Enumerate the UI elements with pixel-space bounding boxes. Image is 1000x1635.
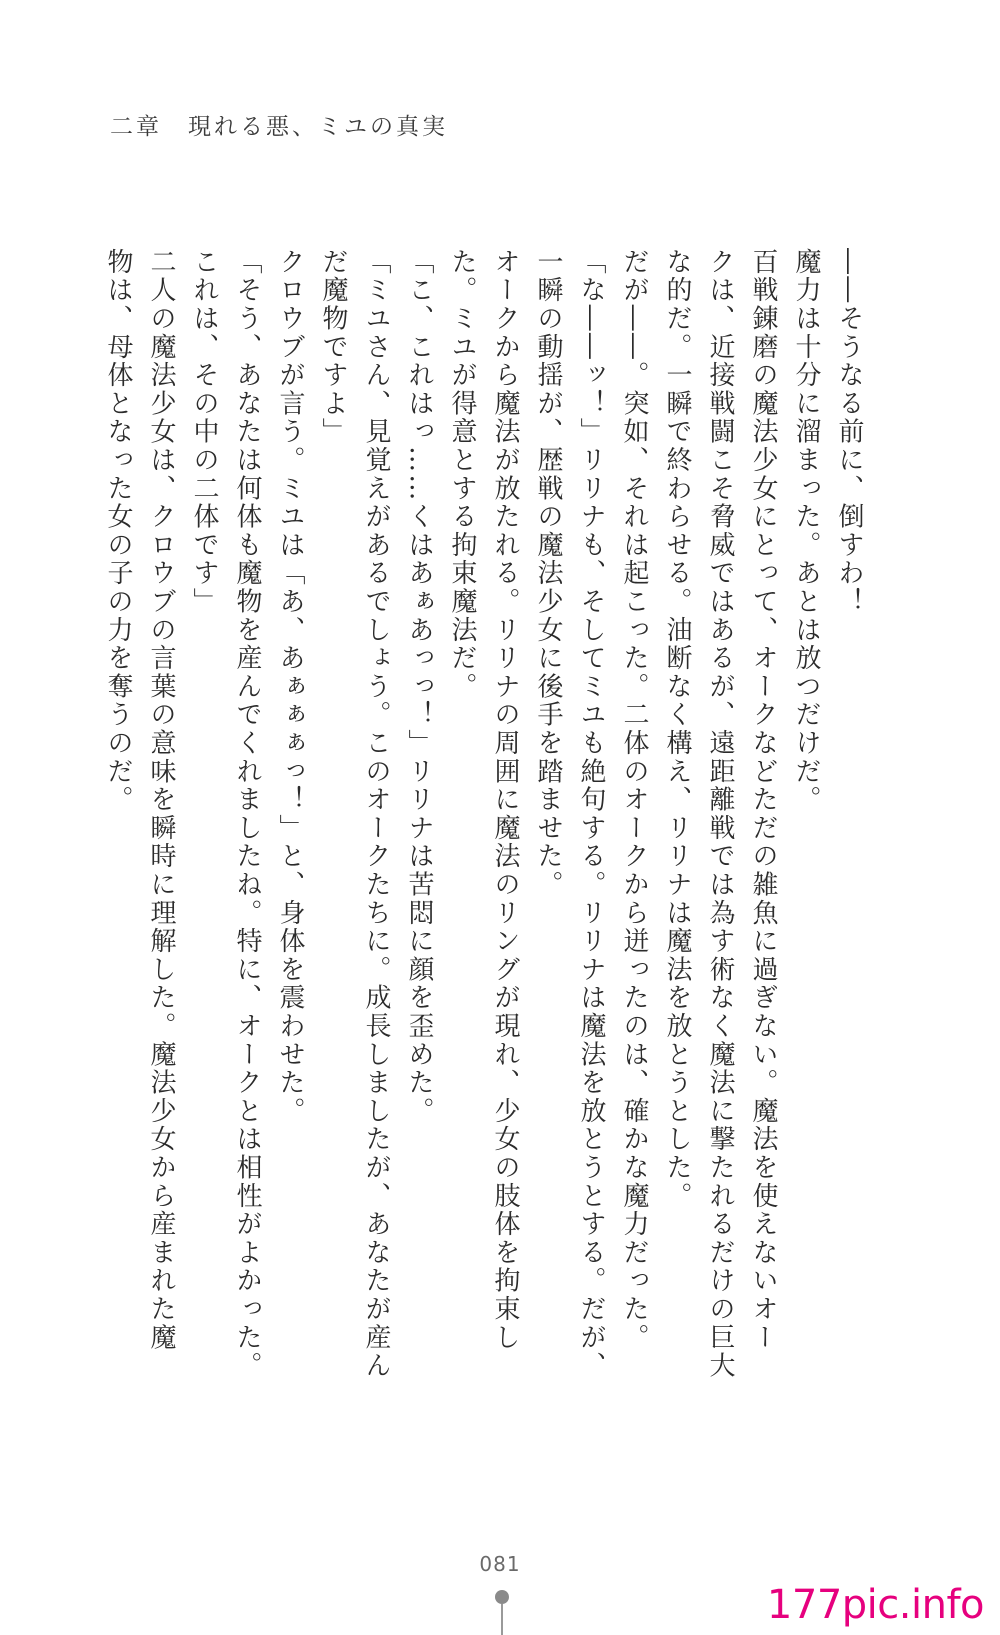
text-line: 魔力は十分に溜まった。あとは放つだけだ。	[791, 248, 821, 814]
page-number: 081	[479, 1552, 521, 1576]
text-line: た。ミユが得意とする拘束魔法だ。	[447, 248, 477, 701]
page-marker-dot-icon	[495, 1590, 509, 1604]
text-line: だ魔物ですよ」	[318, 248, 348, 447]
text-line: これは、その中の二体です」	[189, 248, 219, 616]
text-line: 「な――ッ！」リリナも、そしてミユも絶句する。リリナは魔法を放とうとする。だが、	[576, 248, 606, 1380]
text-line: 一瞬の動揺が、歴戦の魔法少女に後手を踏ませた。	[533, 248, 563, 899]
text-line: 二人の魔法少女は、クロウブの言葉の意味を瞬時に理解した。魔法少女から産まれた魔	[146, 248, 176, 1352]
text-line: クロウブが言う。ミユは「あ、あぁぁぁっ！」と、身体を震わせた。	[275, 248, 305, 1126]
text-line: 「そう、あなたは何体も魔物を産んでくれましたね。特に、オークとは相性がよかった。	[232, 248, 262, 1380]
text-line: クは、近接戦闘こそ脅威ではあるが、遠距離戦では為す術なく魔法に撃たれるだけの巨大	[705, 248, 735, 1380]
text-line: だが――。突如、それは起こった。二体のオークから迸ったのは、確かな魔力だった。	[619, 248, 649, 1352]
text-line: 「こ、これはっ……くはあぁあっっ！」リリナは苦悶に顔を歪めた。	[404, 248, 434, 1126]
page-marker-line	[501, 1604, 503, 1635]
text-line: 「ミユさん、見覚えがあるでしょう。このオークたちに。成長しましたが、あなたが産ん	[361, 248, 391, 1380]
text-line: 百戦錬磨の魔法少女にとって、オークなどただの雑魚に過ぎない。魔法を使えないオー	[748, 248, 778, 1352]
body-text	[100, 248, 870, 1380]
text-line: オークから魔法が放たれる。リリナの周囲に魔法のリングが現れ、少女の肢体を拘束し	[490, 248, 520, 1352]
watermark: 177pic.info	[766, 1582, 984, 1628]
chapter-header: 二章 現れる悪、ミユの真実	[110, 114, 448, 140]
text-line: な的だ。一瞬で終わらせる。油断なく構え、リリナは魔法を放とうとした。	[662, 248, 692, 1211]
text-line: ――そうなる前に、倒すわ！	[834, 248, 864, 616]
text-line: 物は、母体となった女の子の力を奪うのだ。	[103, 248, 133, 814]
